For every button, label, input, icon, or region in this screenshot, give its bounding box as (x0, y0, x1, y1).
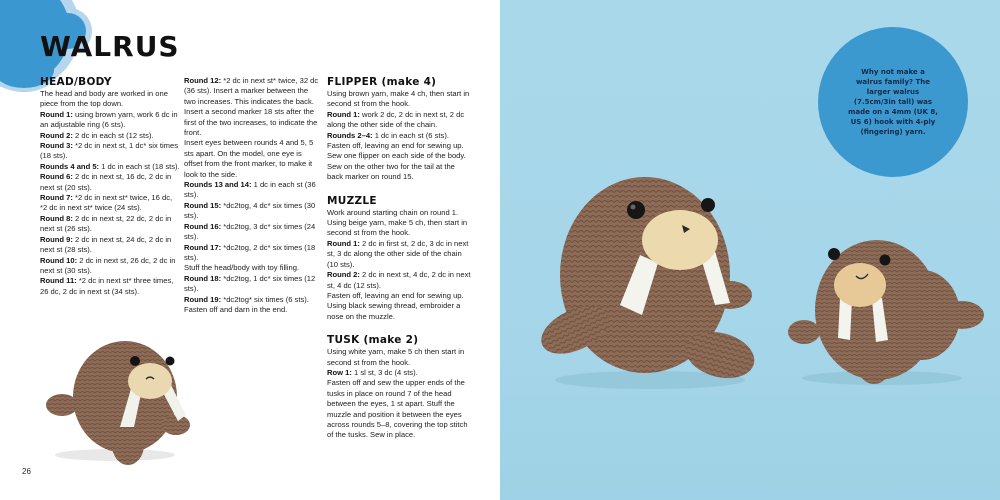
instruction-note: Using brown yarn, make 4 ch, then start in second st from the hook. (327, 89, 470, 109)
instruction-round: Rounds 2–4: 1 dc in each st (6 sts). (327, 130, 449, 140)
heading-head-body: HEAD/BODY (40, 76, 112, 88)
instruction-note: Fasten off, leaving an end for sewing up. Using black sewing thread, embroider a nose on the muzzle. (327, 290, 464, 321)
instruction-round: Round 1: work 2 dc, 2 dc in next st, 2 dc along the other side of the chain. (327, 109, 465, 130)
instruction-round: Round 11: *2 dc in next st* three times, 26 dc, 2 dc in next st (34 sts). (40, 276, 174, 296)
instruction-round: Round 6: 2 dc in next st, 16 dc, 2 dc in next st (20 sts). (40, 172, 172, 192)
instruction-round: Round 19: *dc2tog* six times (6 sts). (184, 294, 309, 304)
heading-tusk: TUSK (make 2) (327, 334, 419, 347)
tip-text: Why not make a walrus family? The larger walrus (7.5cm/3in tall) was made on a 4mm (UK 8, US 6) hook with 4-ply (fingering) yarn. (848, 68, 938, 136)
walrus-photo-left (20, 315, 200, 465)
page-title: WALRUS (40, 30, 180, 63)
intro-text: The head and body are worked in one piece from the top down. (40, 89, 168, 109)
instruction-note: Insert a second marker 18 sts after the first of the two increases, to indicate the front. (184, 107, 318, 138)
instruction-round: Round 8: 2 dc in next st, 22 dc, 2 dc in next st (26 sts). (40, 213, 172, 234)
instruction-note: Fasten off and sew the upper ends of the tusks in place on round 7 of the head between the eyes, 1 st apart. Stuff the muzzle and position it between the eyes across rounds 5–8, covering the top stitch of the tusks. Sew in place. (327, 378, 468, 440)
page-number: 26 (22, 467, 31, 476)
instruction-note: Insert eyes between rounds 4 and 5, 5 sts apart. On the model, one eye is offset from the front marker, to make it look to the side. (184, 138, 314, 179)
instruction-round: Rounds 4 and 5: 1 dc in each st (18 sts). (40, 161, 180, 171)
small-walrus-illustration-icon (782, 210, 987, 390)
column-parts (327, 76, 472, 441)
column-head-body-continued (184, 76, 319, 315)
instruction-round: Round 18: *dc2tog, 1 dc* six times (12 sts). (184, 273, 316, 294)
instruction-round: Round 2: 2 dc in next st, 4 dc, 2 dc in next st, 4 dc (12 sts). (327, 270, 471, 290)
instruction-round: Round 10: 2 dc in next st, 26 dc, 2 dc in next st (30 sts). (40, 255, 176, 275)
instruction-round: Round 12: *2 dc in next st* twice, 32 dc (36 sts). Insert a marker between the two increases. This indicates the back. (184, 76, 319, 106)
instruction-round: Round 7: *2 dc in next st* twice, 16 dc, *2 dc in next st* twice (24 sts). (40, 193, 173, 213)
instruction-round: Rounds 13 and 14: 1 dc in each st (36 sts). (184, 180, 316, 200)
instruction-round: Round 2: 2 dc in each st (12 sts). (40, 130, 154, 140)
right-page-photo (500, 0, 1000, 500)
heading-muzzle: MUZZLE (327, 194, 377, 207)
instruction-round: Round 1: 2 dc in first st, 2 dc, 3 dc in next st, 3 dc along the other side of the chain (10 sts). (327, 238, 469, 269)
instruction-note: Stuff the head/body with toy filling. (184, 263, 300, 273)
instruction-note: Fasten off and darn in the end. (184, 304, 288, 314)
instruction-round: Round 1: using brown yarn, work 6 dc in an adjustable ring (6 sts). (40, 109, 178, 130)
walrus-photo-large (530, 155, 760, 395)
instruction-round: Round 16: *dc2tog, 3 dc* six times (24 sts). (184, 221, 316, 242)
instruction-note: Using white yarn, make 5 ch then start in second st from the hook. (327, 347, 465, 367)
large-walrus-illustration-icon (530, 155, 760, 395)
walrus-photo-small (782, 210, 987, 390)
instruction-note: Fasten off, leaving an end for sewing up. Sew one flipper on each side of the body. Sew on the other two for the tail at the back marker on round 15. (327, 141, 466, 182)
instruction-round: Row 1: 1 sl st, 3 dc (4 sts). (327, 367, 418, 377)
instruction-round: Round 3: *2 dc in next st, 1 dc* six times (18 sts). (40, 141, 178, 161)
walrus-illustration-icon (20, 315, 200, 465)
instruction-round: Round 17: *dc2tog, 2 dc* six times (18 sts). (184, 242, 316, 262)
column-head-body (40, 76, 180, 297)
heading-flipper: FLIPPER (make 4) (327, 76, 437, 88)
tip-callout (818, 27, 968, 177)
instruction-note: Work around starting chain on round 1. Using beige yarn, make 5 ch, then start in second st from the hook. (327, 207, 468, 238)
instruction-round: Round 15: *dc2tog, 4 dc* six times (30 sts). (184, 200, 316, 221)
instruction-round: Round 9: 2 dc in next st, 24 dc, 2 dc in next st (28 sts). (40, 234, 172, 255)
